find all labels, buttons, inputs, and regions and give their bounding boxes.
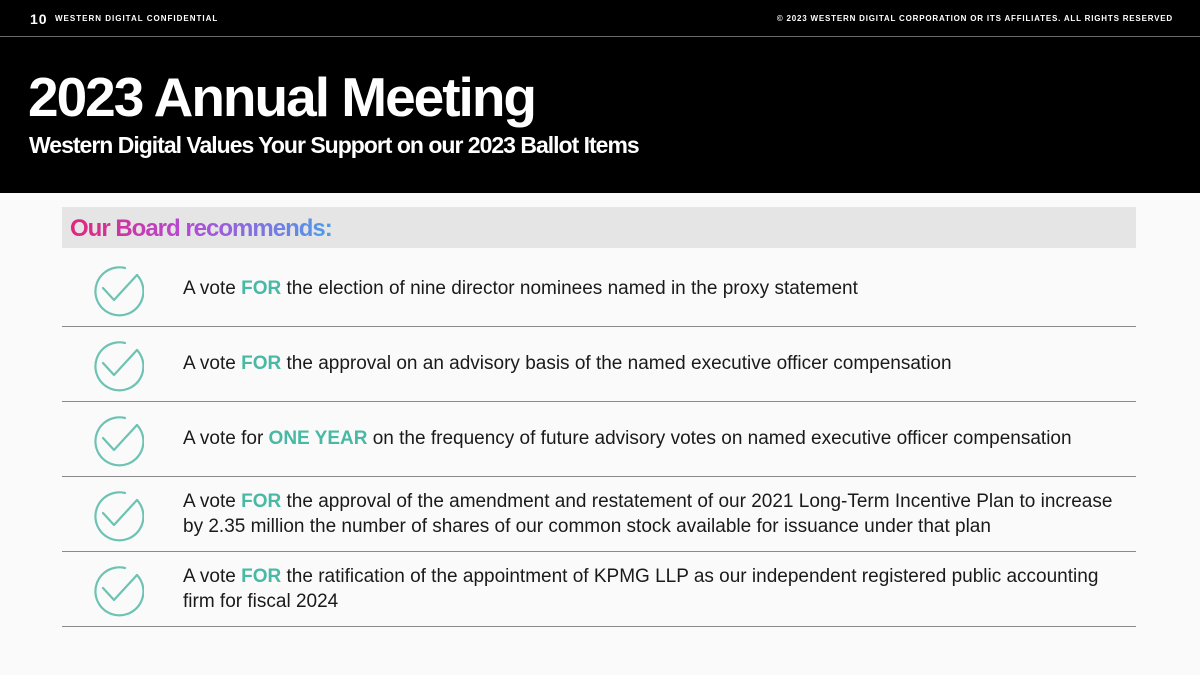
recommendation-banner <box>62 207 1136 248</box>
checkmark-circle-icon <box>86 411 144 469</box>
ballot-item <box>62 251 1136 327</box>
confidential-label: WESTERN DIGITAL CONFIDENTIAL <box>55 14 219 23</box>
ballot-item <box>62 326 1136 402</box>
header-band <box>0 0 1200 193</box>
checkmark-circle-icon <box>86 336 144 394</box>
ballot-item-description: the approval on an advisory basis of the named executive officer compensation <box>281 353 952 374</box>
ballot-item-text <box>183 551 1133 626</box>
ballot-item-text <box>183 326 1133 401</box>
ballot-item-description: on the frequency of future advisory votes on named executive officer compensation <box>367 428 1072 449</box>
ballot-item-prefix: A vote <box>183 353 242 374</box>
page-title: 2023 Annual Meeting <box>28 66 536 128</box>
ballot-item-prefix: A vote <box>183 278 242 299</box>
page-subtitle: Western Digital Values Your Support on our 2023 Ballot Items <box>29 132 639 158</box>
vote-highlight: FOR <box>241 565 282 587</box>
ballot-item-prefix: A vote <box>183 490 242 512</box>
copyright-notice: © 2023 WESTERN DIGITAL CORPORATION OR ITS AFFILIATES. ALL RIGHTS RESERVED <box>776 14 1173 23</box>
ballot-item <box>62 476 1136 552</box>
header-divider <box>0 36 1200 37</box>
checkmark-circle-icon <box>86 561 144 619</box>
ballot-item-prefix: A vote <box>183 565 242 587</box>
ballot-item-text <box>183 476 1133 551</box>
recommendation-label: Our Board recommends: <box>70 215 332 242</box>
ballot-item-description: the ratification of the appointment of KPMG LLP as our independent registered public accounting firm for fiscal 2024 <box>183 565 1099 612</box>
page-number: 10 <box>30 11 48 27</box>
checkmark-circle-icon <box>86 261 144 319</box>
vote-highlight: FOR <box>241 278 282 299</box>
checkmark-circle-icon <box>86 486 144 544</box>
ballot-item-description: the election of nine director nominees named in the proxy statement <box>281 278 858 299</box>
vote-highlight: FOR <box>241 353 282 374</box>
ballot-item <box>62 401 1136 477</box>
vote-highlight: ONE YEAR <box>268 428 368 449</box>
ballot-item-prefix: A vote for <box>183 428 269 449</box>
ballot-item-text <box>183 401 1133 476</box>
vote-highlight: FOR <box>241 490 282 512</box>
ballot-item-description: the approval of the amendment and restatement of our 2021 Long-Term Incentive Plan to increase by 2.35 million the number of shares of our common stock available for issuance under that plan <box>183 490 1113 537</box>
ballot-item <box>62 551 1136 627</box>
ballot-item-text <box>183 251 1133 326</box>
